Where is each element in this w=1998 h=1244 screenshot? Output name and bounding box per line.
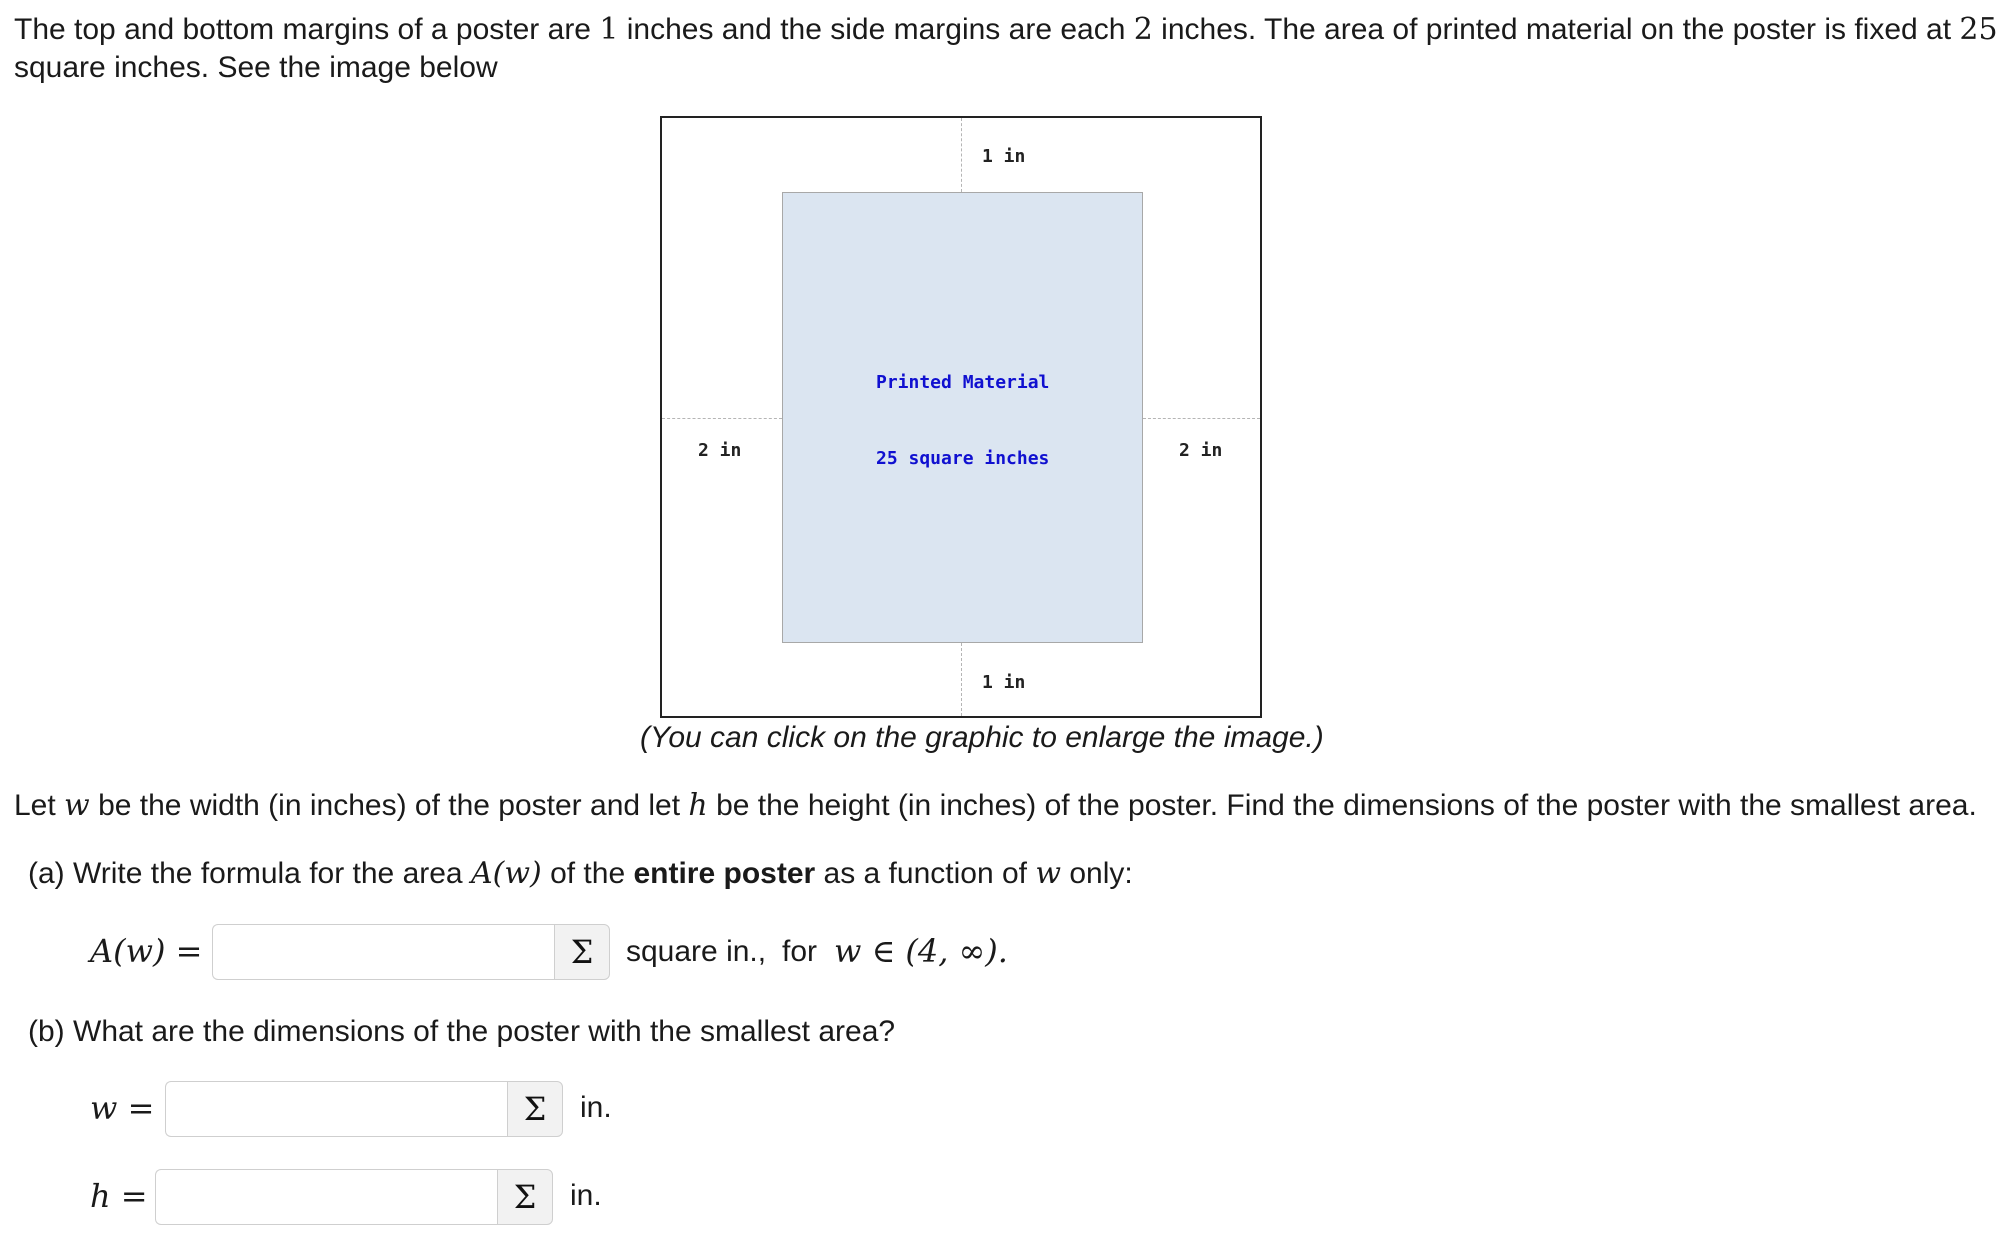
top-margin-label: 1 in (982, 146, 1026, 167)
left-margin-guide (662, 418, 782, 419)
right-margin-guide (1143, 418, 1260, 419)
height-units: in. (570, 1179, 602, 1212)
problem-text-1: Let (14, 789, 65, 822)
height-answer-lhs: h = (90, 1177, 148, 1215)
poster-figure[interactable] (660, 116, 1262, 718)
intro-line-1 (14, 12, 1998, 48)
part-b-prompt: (b) What are the dimensions of the poster with the smallest area? (28, 1015, 896, 1048)
top-margin-guide (961, 118, 962, 192)
bottom-margin-label: 1 in (982, 672, 1026, 693)
sigma-icon: Σ (570, 933, 594, 971)
domain-for: for (782, 935, 818, 968)
figure-caption: (You can click on the graphic to enlarge the image.) (640, 721, 1324, 754)
part-a-text-1: (a) Write the formula for the area (28, 857, 471, 890)
top-bottom-margin-value: 1 (599, 12, 619, 47)
part-a-text-2: of the (541, 857, 634, 890)
problem-statement (14, 788, 1977, 824)
intro-text-a: The top and bottom margins of a poster are (14, 13, 600, 46)
width-input[interactable] (165, 1081, 507, 1137)
sigma-icon: Σ (523, 1090, 547, 1128)
area-formula-answer (212, 924, 610, 980)
intro-line-2: square inches. See the image below (14, 51, 498, 84)
printed-material-area (782, 192, 1143, 643)
width-math-editor-button[interactable] (507, 1081, 563, 1137)
w-variable: w (1035, 856, 1062, 891)
width-variable: w (64, 788, 90, 823)
area-units: square in., (626, 935, 767, 968)
area-formula-input[interactable] (212, 924, 554, 980)
side-margin-value: 2 (1133, 12, 1153, 47)
poster-outline (660, 116, 1262, 718)
printed-material-title: Printed Material (876, 372, 1050, 393)
part-a-prompt (28, 856, 1133, 892)
printed-area-value: 25 (1959, 12, 1998, 47)
bottom-margin-guide (961, 643, 962, 716)
part-a-text-3: as a function of (815, 857, 1036, 890)
width-answer (165, 1081, 563, 1137)
intro-text-c: inches. The area of printed material on the poster is fixed at (1152, 13, 1960, 46)
intro-text-b: inches and the side margins are each (618, 13, 1134, 46)
width-units: in. (580, 1091, 612, 1124)
problem-text-3: be the height (in inches) of the poster. Find the dimensions of the poster with the smallest area. (707, 789, 1977, 822)
sigma-icon: Σ (513, 1178, 537, 1216)
domain-interval: w ∈ (4, ∞). (834, 932, 1008, 970)
area-function: A(w) (470, 856, 542, 891)
right-margin-label: 2 in (1179, 440, 1223, 461)
height-math-editor-button[interactable] (497, 1169, 553, 1225)
printed-material-area-label: 25 square inches (876, 448, 1050, 469)
height-variable: h (688, 788, 708, 823)
area-formula-math-editor-button[interactable] (554, 924, 610, 980)
height-input[interactable] (155, 1169, 497, 1225)
area-formula-lhs: A(w) = (90, 932, 203, 970)
width-answer-lhs: w = (90, 1089, 155, 1127)
part-a-text-4: only: (1061, 857, 1133, 890)
left-margin-label: 2 in (698, 440, 742, 461)
entire-poster-emphasis: entire poster (633, 857, 816, 890)
problem-text-2: be the width (in inches) of the poster and let (89, 789, 689, 822)
height-answer (155, 1169, 553, 1225)
